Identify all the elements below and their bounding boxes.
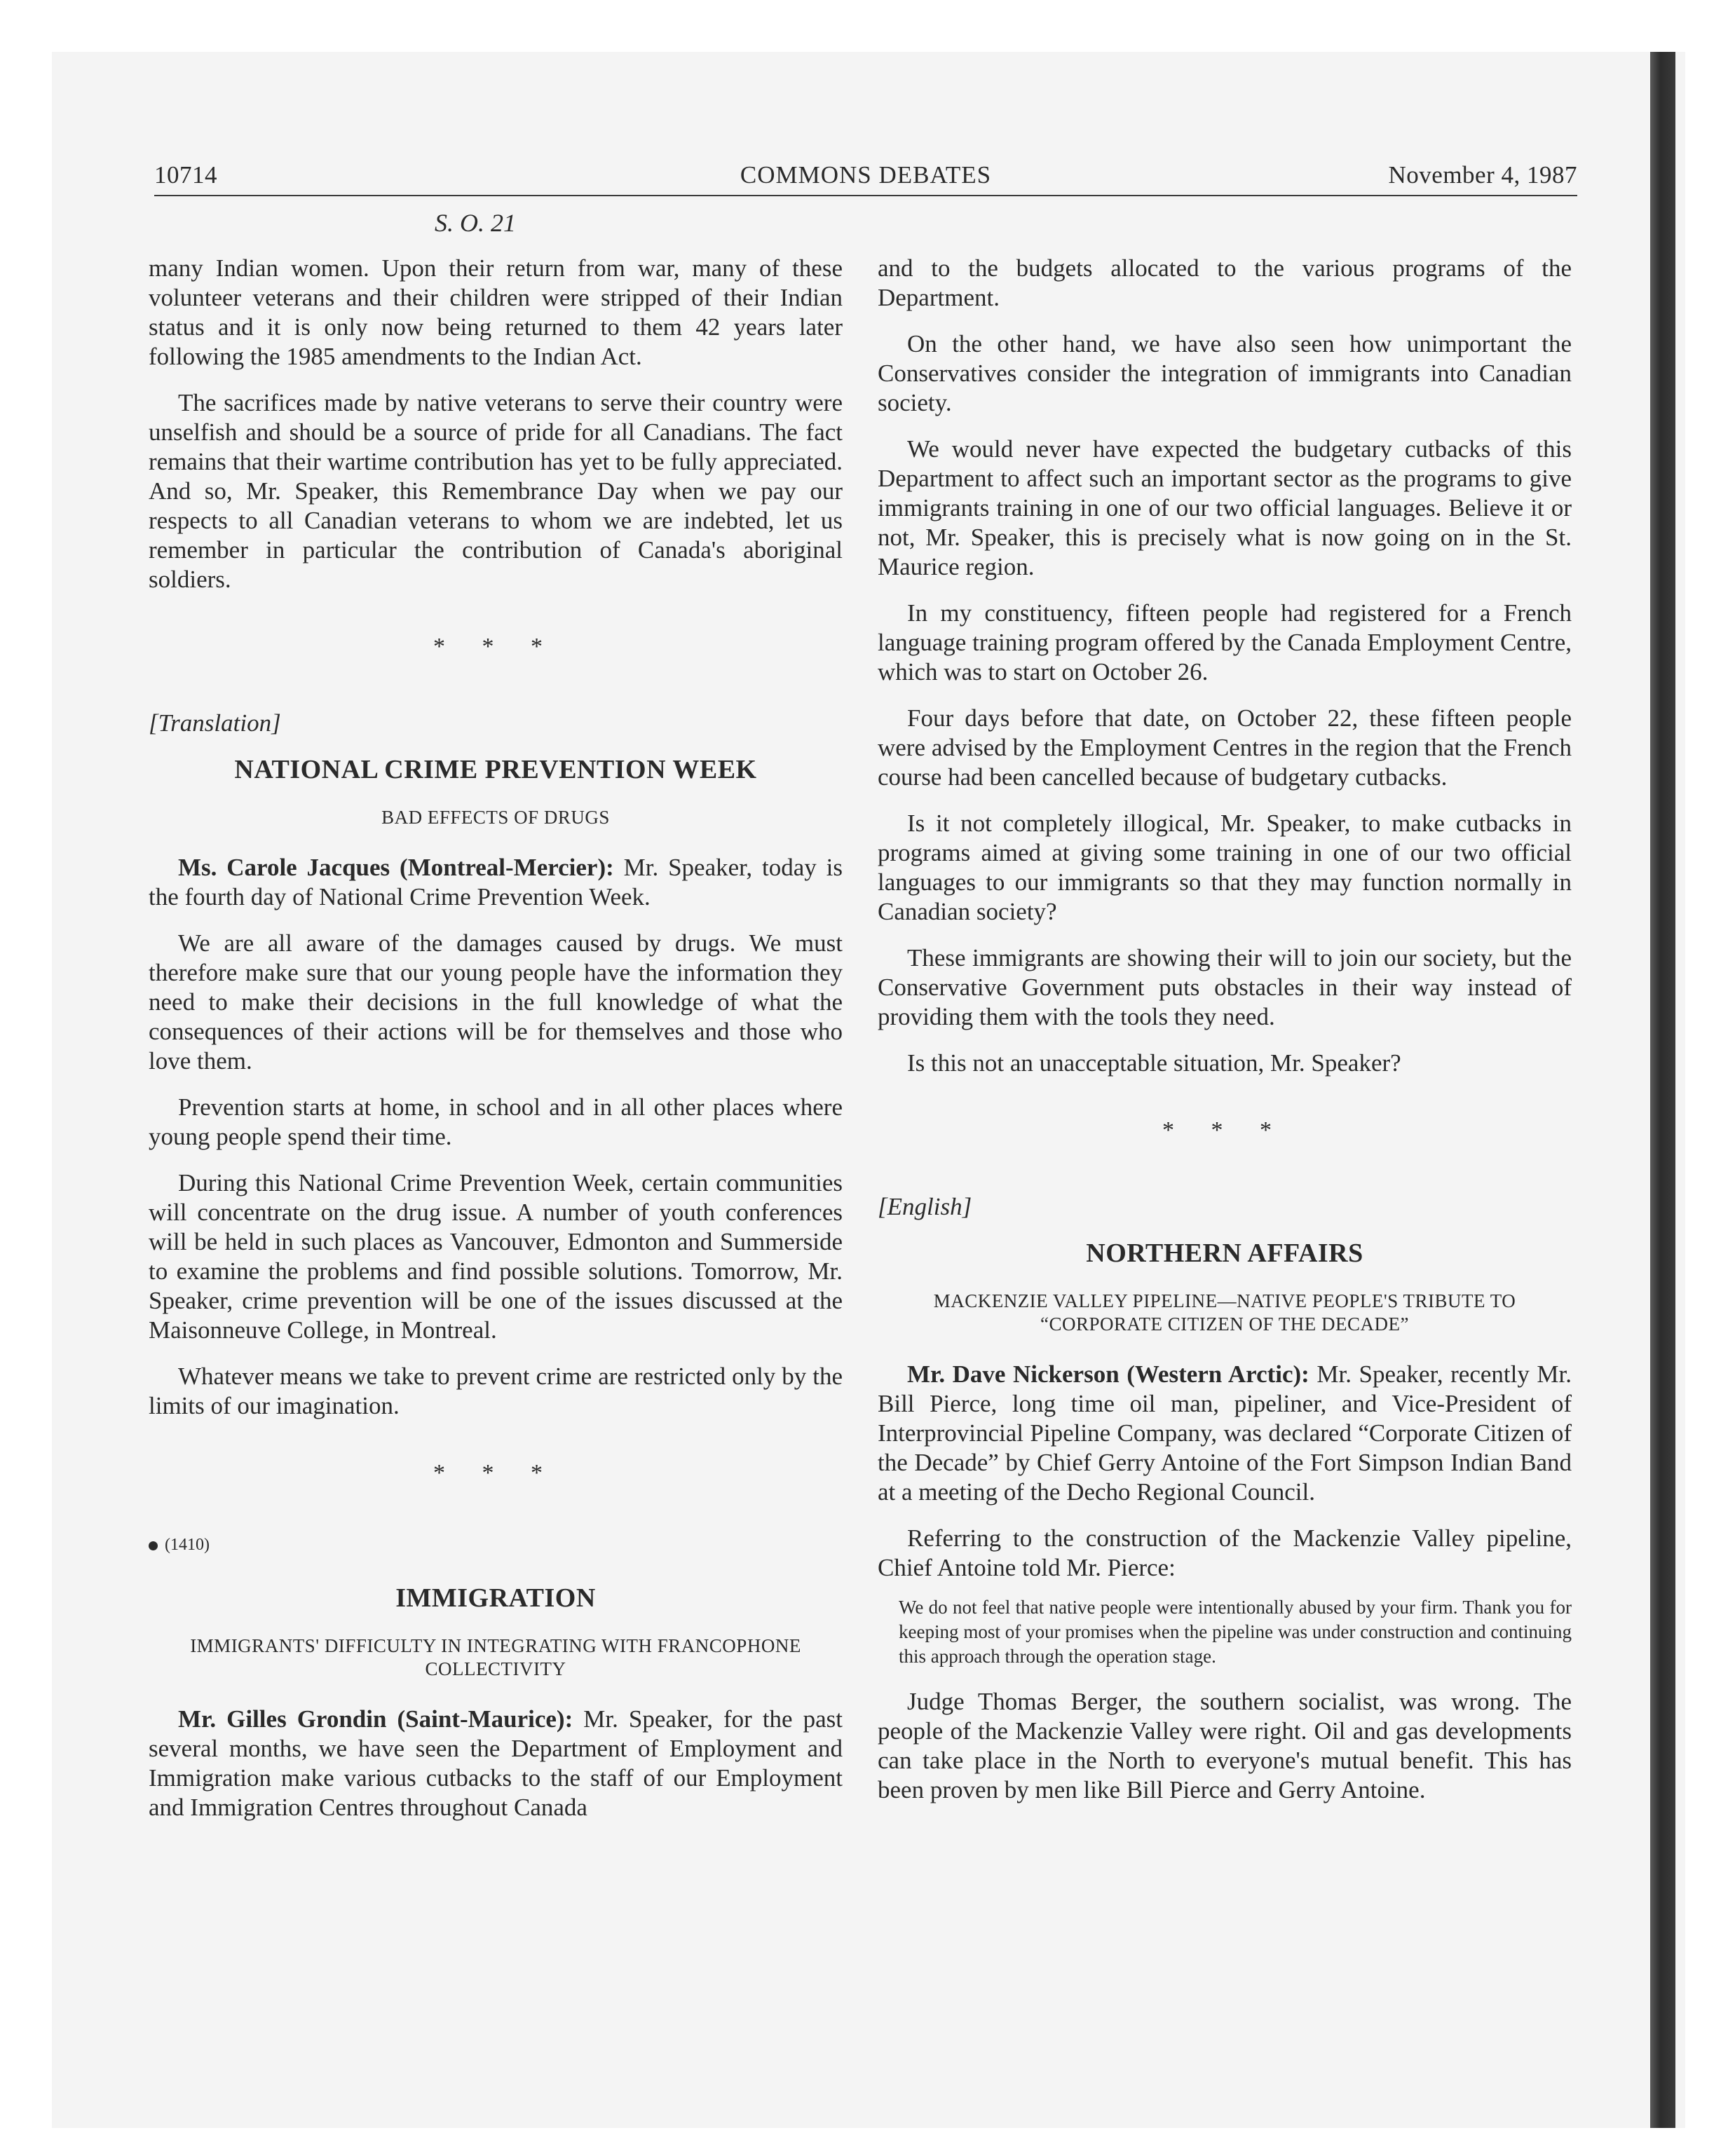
- section-separator: * * *: [433, 634, 558, 660]
- translation-label: [Translation]: [149, 709, 281, 737]
- page-number: 10714: [154, 161, 217, 189]
- time-marker-text: (1410): [165, 1536, 210, 1554]
- language-label: [English]: [878, 1193, 972, 1220]
- speaker-name: Mr. Gilles Grondin (Saint-Maurice):: [178, 1705, 573, 1733]
- section-subheading: IMMIGRANTS' DIFFICULTY IN INTEGRATING WITH FRANCOPHONE COLLECTIVITY: [190, 1635, 801, 1679]
- section-heading: NORTHERN AFFAIRS: [1086, 1239, 1363, 1268]
- section-subheading: MACKENZIE VALLEY PIPELINE—NATIVE PEOPLE'S TRIBUTE TO “CORPORATE CITIZEN OF THE DECADE”: [933, 1290, 1516, 1335]
- paragraph: Whatever means we take to prevent crime are restricted only by the limits of our imagination.: [149, 1363, 843, 1419]
- speech-text: Mr. Speaker, for the past several months, we have seen the Department of Employment and Immigration make various cutbacks to the staff of our Employment and Immigration Centres throughout Canada: [149, 1705, 843, 1821]
- time-marker: [149, 1536, 843, 1555]
- speech-text: Mr. Speaker, recently Mr. Bill Pierce, long time oil man, pipeliner, and Vice-President of Interprovincial Pipeline Company, was declared “Corporate Citizen of the Decade” by Chief Gerry Antoine of the Fort Simpson Indian Band at a meeting of the Decho Regional Council.: [878, 1360, 1572, 1506]
- speech-paragraph: [878, 1360, 1572, 1507]
- scan-edge-shadow: [1650, 52, 1675, 2128]
- paragraph: The sacrifices made by native veterans to serve their country were unselfish and should be a source of pride for all Canadians. The fact remains that their wartime contribution has yet to be fully appreciated. And so, Mr. Speaker, this Remembrance Day when we pay our respects to all Canadian veterans to whom we are indebted, let us remember in particular the contribution of Canada's aboriginal soldiers.: [149, 389, 843, 593]
- paragraph: In my constituency, fifteen people had registered for a French language training program offered by the Canada Employment Centre, which was to start on October 26.: [878, 599, 1572, 685]
- speaker-name: Ms. Carole Jacques (Montreal-Mercier):: [178, 854, 614, 881]
- section-subheading: BAD EFFECTS OF DRUGS: [381, 807, 610, 828]
- speech-paragraph: [149, 853, 843, 912]
- paragraph: many Indian women. Upon their return from war, many of these volunteer veterans and their children were stripped of their Indian status and it is only now being returned to them 42 years later following the 1985 amendments to the Indian Act.: [149, 254, 843, 370]
- speaker-name: Mr. Dave Nickerson (Western Arctic):: [907, 1360, 1309, 1388]
- standing-order-marker: S. O. 21: [435, 209, 516, 237]
- section-heading: NATIONAL CRIME PREVENTION WEEK: [234, 755, 757, 784]
- right-column: [878, 254, 1572, 1805]
- paragraph: We are all aware of the damages caused by drugs. We must therefore make sure that our young people have the information they need to make their decisions in the full knowledge of what the consequences of their actions will be for themselves and those who love them.: [149, 929, 843, 1074]
- left-column: [149, 254, 843, 1822]
- paragraph: These immigrants are showing their will to join our society, but the Conservative Government puts obstacles in their way instead of providing them with the tools they need.: [878, 944, 1572, 1030]
- paragraph: During this National Crime Prevention Week, certain communities will concentrate on the drug issue. A number of youth conferences will be held in such places as Vancouver, Edmonton and Summerside to examine the problems and find possible solutions. Tomorrow, Mr. Speaker, crime prevention will be one of the issues discussed at the Maisonneuve College, in Montreal.: [149, 1169, 843, 1344]
- speech-text: Mr. Speaker, today is the fourth day of National Crime Prevention Week.: [149, 854, 843, 910]
- section-separator: * * *: [433, 1460, 558, 1486]
- paragraph: Is this not an unacceptable situation, Mr. Speaker?: [907, 1049, 1401, 1077]
- paragraph: Is it not completely illogical, Mr. Speaker, to make cutbacks in programs aimed at giving some training in one of our two official languages to our immigrants so that they may function normally in Canadian society?: [878, 810, 1572, 925]
- paragraph: On the other hand, we have also seen how unimportant the Conservatives consider the integration of immigrants into Canadian society.: [878, 330, 1572, 416]
- paragraph: Referring to the construction of the Mackenzie Valley pipeline, Chief Antoine told Mr. Pierce:: [878, 1524, 1572, 1581]
- publication-date: November 4, 1987: [1388, 161, 1577, 189]
- block-quote: We do not feel that native people were intentionally abused by your firm. Thank you for keeping most of your promises when the pipeline was under construction and continuing this approach through the operation stage.: [899, 1597, 1572, 1667]
- running-header: [154, 161, 1577, 196]
- paragraph: Prevention starts at home, in school and in all other places where young people spend their time.: [149, 1093, 843, 1150]
- paragraph: Judge Thomas Berger, the southern socialist, was wrong. The people of the Mackenzie Valley were right. Oil and gas developments can take place in the North to everyone's mutual benefit. This has been proven by men like Bill Pierce and Gerry Antoine.: [878, 1688, 1572, 1803]
- section-separator: * * *: [1162, 1117, 1287, 1143]
- publication-title: COMMONS DEBATES: [740, 161, 992, 189]
- bullet-icon: [149, 1541, 158, 1550]
- paragraph: and to the budgets allocated to the various programs of the Department.: [878, 254, 1572, 311]
- section-heading: IMMIGRATION: [395, 1583, 596, 1613]
- paragraph: Four days before that date, on October 22, these fifteen people were advised by the Employment Centres in the region that the French course had been cancelled because of budgetary cutbacks.: [878, 704, 1572, 791]
- speech-paragraph: [149, 1705, 843, 1822]
- paragraph: We would never have expected the budgetary cutbacks of this Department to affect such an important sector as the programs to give immigrants training in one of our two official languages. Believe it or not, Mr. Speaker, this is precisely what is now going on in the St. Maurice region.: [878, 435, 1572, 580]
